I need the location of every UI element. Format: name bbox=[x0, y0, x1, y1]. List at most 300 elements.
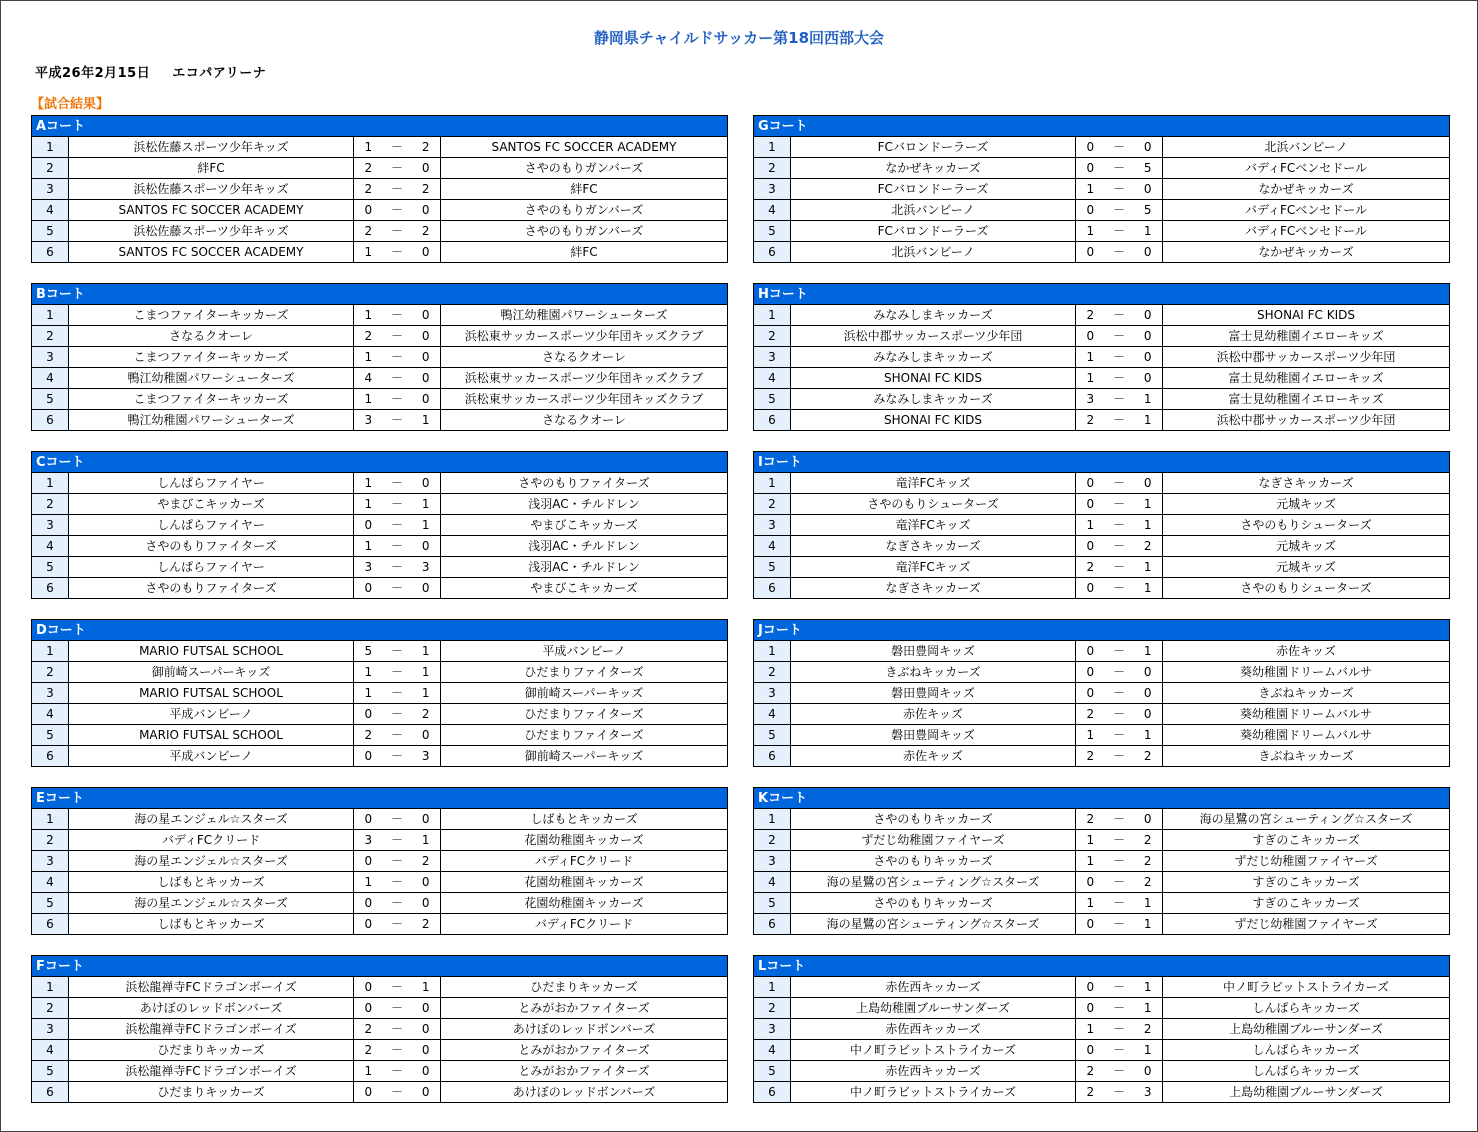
match-score bbox=[354, 851, 441, 871]
score-dash: － bbox=[391, 1001, 404, 1015]
team2-name: 葵幼稚園ドリームバルサ bbox=[1239, 707, 1372, 721]
team1-name: 海の星鷺の宮シューティング☆スターズ bbox=[791, 914, 1076, 934]
team2-name: 浅羽AC・チルドレン bbox=[528, 497, 640, 511]
score-team1: 2 bbox=[1086, 707, 1095, 721]
match-score bbox=[1076, 221, 1163, 241]
team2-name: さやのもりシューターズ bbox=[1240, 581, 1372, 595]
score-dash: － bbox=[1113, 161, 1126, 175]
score-dash: － bbox=[1113, 644, 1126, 658]
match-score bbox=[1076, 158, 1163, 178]
match-score bbox=[354, 410, 441, 430]
table-row bbox=[32, 388, 727, 409]
match-score bbox=[354, 137, 441, 157]
score-team2: 0 bbox=[421, 1085, 430, 1099]
score-team2: 0 bbox=[421, 371, 430, 385]
team1-name: みなみしまキッカーズ bbox=[791, 305, 1076, 325]
score-team1: 2 bbox=[364, 182, 373, 196]
match-score bbox=[1076, 851, 1163, 871]
score-team1: 2 bbox=[1086, 1064, 1095, 1078]
table-row bbox=[32, 1060, 727, 1081]
team1-name: しんぱらファイヤー bbox=[69, 557, 354, 577]
match-score bbox=[1076, 536, 1163, 556]
score-dash: － bbox=[1113, 1043, 1126, 1057]
team2-name: バディFCベンセドール bbox=[1244, 224, 1368, 238]
court-table bbox=[753, 619, 1450, 767]
score-team2: 0 bbox=[421, 728, 430, 742]
score-dash: － bbox=[1113, 1064, 1126, 1078]
score-team2: 1 bbox=[421, 644, 430, 658]
match-score bbox=[354, 494, 441, 514]
court-header: Eコート bbox=[32, 788, 727, 809]
match-number: 5 bbox=[754, 893, 791, 913]
match-score bbox=[1076, 893, 1163, 913]
score-dash: － bbox=[391, 518, 404, 532]
score-team1: 1 bbox=[364, 497, 373, 511]
score-team2: 1 bbox=[1143, 518, 1152, 532]
score-team1: 1 bbox=[1086, 896, 1095, 910]
team1-name: 中ノ町ラビットストライカーズ bbox=[791, 1082, 1076, 1102]
team2-name: 葵幼稚園ドリームバルサ bbox=[1239, 728, 1372, 742]
score-team2: 5 bbox=[1143, 161, 1152, 175]
team1-name: ひだまりキッカーズ bbox=[69, 1040, 354, 1060]
match-score bbox=[1076, 1019, 1163, 1039]
table-row bbox=[754, 199, 1449, 220]
team1-name: しばもとキッカーズ bbox=[69, 914, 354, 934]
team2-name: 鴨江幼稚園パワーシューターズ bbox=[500, 308, 668, 322]
score-team1: 0 bbox=[364, 980, 373, 994]
score-team2: 0 bbox=[421, 812, 430, 826]
score-team1: 2 bbox=[1086, 413, 1095, 427]
match-score bbox=[1076, 725, 1163, 745]
team2-name: 浜松東サッカースポーツ少年団キッズクラブ bbox=[464, 392, 704, 406]
table-row bbox=[32, 178, 727, 199]
team2-name: 浜松東サッカースポーツ少年団キッズクラブ bbox=[464, 371, 704, 385]
team2-name: 上島幼稚園ブルーサンダーズ bbox=[1229, 1022, 1383, 1036]
match-number: 5 bbox=[32, 1061, 69, 1081]
court-header: Bコート bbox=[32, 284, 727, 305]
table-row bbox=[754, 409, 1449, 430]
score-team1: 2 bbox=[1086, 560, 1095, 574]
score-team1: 0 bbox=[1086, 539, 1095, 553]
score-dash: － bbox=[1113, 1085, 1126, 1099]
team2-name: ひだまりキッカーズ bbox=[530, 980, 638, 994]
table-row bbox=[754, 682, 1449, 703]
match-number: 5 bbox=[32, 389, 69, 409]
table-row bbox=[32, 199, 727, 220]
score-team2: 0 bbox=[1143, 350, 1152, 364]
match-number: 3 bbox=[754, 851, 791, 871]
score-team2: 1 bbox=[1143, 392, 1152, 406]
score-dash: － bbox=[1113, 875, 1126, 889]
match-number: 4 bbox=[754, 200, 791, 220]
team1-name: みなみしまキッカーズ bbox=[791, 347, 1076, 367]
court-table bbox=[31, 283, 728, 431]
match-score bbox=[1076, 578, 1163, 598]
score-dash: － bbox=[1113, 203, 1126, 217]
court-table bbox=[31, 115, 728, 263]
team2-name: しばもとキッカーズ bbox=[530, 812, 638, 826]
team2-name: とみがおかファイターズ bbox=[518, 1064, 650, 1078]
table-row bbox=[32, 514, 727, 535]
court-header: Kコート bbox=[754, 788, 1449, 809]
table-row bbox=[32, 829, 727, 850]
score-team2: 1 bbox=[421, 833, 430, 847]
score-team1: 0 bbox=[1086, 581, 1095, 595]
match-score bbox=[354, 914, 441, 934]
match-number: 4 bbox=[32, 536, 69, 556]
team1-name: さやのもりシューターズ bbox=[791, 494, 1076, 514]
team1-name: 平成バンビーノ bbox=[69, 704, 354, 724]
match-number: 2 bbox=[754, 158, 791, 178]
table-row bbox=[32, 241, 727, 262]
court-header: Aコート bbox=[32, 116, 727, 137]
match-number: 6 bbox=[754, 410, 791, 430]
team1-name: 鴨江幼稚園パワーシューターズ bbox=[69, 410, 354, 430]
score-team2: 1 bbox=[1143, 224, 1152, 238]
team1-name: 磐田豊岡キッズ bbox=[791, 641, 1076, 661]
score-team1: 2 bbox=[1086, 308, 1095, 322]
court-table bbox=[753, 283, 1450, 431]
match-number: 1 bbox=[754, 305, 791, 325]
match-score bbox=[1076, 410, 1163, 430]
team2-name: ずだじ幼稚園ファイヤーズ bbox=[1234, 917, 1378, 931]
match-score bbox=[354, 536, 441, 556]
score-team1: 0 bbox=[364, 707, 373, 721]
table-row bbox=[754, 556, 1449, 577]
team2-name: なぎさキッカーズ bbox=[1258, 476, 1354, 490]
team1-name: SHONAI FC KIDS bbox=[791, 410, 1076, 430]
score-dash: － bbox=[1113, 371, 1126, 385]
match-score bbox=[354, 326, 441, 346]
table-row bbox=[32, 703, 727, 724]
table-row bbox=[32, 641, 727, 661]
team2-name: 花園幼稚園キッカーズ bbox=[524, 833, 644, 847]
table-row bbox=[32, 473, 727, 493]
score-team1: 0 bbox=[364, 1085, 373, 1099]
table-row bbox=[754, 892, 1449, 913]
score-team2: 2 bbox=[1143, 1022, 1152, 1036]
table-row bbox=[32, 724, 727, 745]
match-number: 3 bbox=[32, 515, 69, 535]
court-table bbox=[753, 451, 1450, 599]
score-dash: － bbox=[391, 728, 404, 742]
score-team1: 4 bbox=[364, 371, 373, 385]
team1-name: 浜松佐藤スポーツ少年キッズ bbox=[69, 221, 354, 241]
score-dash: － bbox=[1113, 707, 1126, 721]
team2-name: 絆FC bbox=[570, 182, 598, 196]
score-team1: 0 bbox=[1086, 875, 1095, 889]
team1-name: 海の星エンジェル☆スターズ bbox=[69, 809, 354, 829]
match-number: 4 bbox=[754, 704, 791, 724]
score-team2: 0 bbox=[1143, 707, 1152, 721]
score-team2: 1 bbox=[421, 518, 430, 532]
team1-name: しばもとキッカーズ bbox=[69, 872, 354, 892]
score-team2: 0 bbox=[1143, 329, 1152, 343]
table-row bbox=[754, 1018, 1449, 1039]
match-score bbox=[1076, 977, 1163, 997]
score-team1: 1 bbox=[1086, 833, 1095, 847]
table-row bbox=[754, 241, 1449, 262]
match-number: 2 bbox=[32, 998, 69, 1018]
score-dash: － bbox=[391, 224, 404, 238]
score-team1: 3 bbox=[364, 833, 373, 847]
score-dash: － bbox=[391, 371, 404, 385]
match-number: 2 bbox=[754, 998, 791, 1018]
match-score bbox=[1076, 641, 1163, 661]
team2-name: あけぼのレッドボンバーズ bbox=[512, 1022, 656, 1036]
match-score bbox=[1076, 242, 1163, 262]
match-score bbox=[354, 1019, 441, 1039]
score-dash: － bbox=[1113, 728, 1126, 742]
score-team2: 2 bbox=[1143, 833, 1152, 847]
match-number: 6 bbox=[32, 410, 69, 430]
match-score bbox=[1076, 179, 1163, 199]
score-team1: 1 bbox=[1086, 350, 1095, 364]
match-number: 5 bbox=[754, 221, 791, 241]
score-team1: 1 bbox=[364, 476, 373, 490]
score-team2: 0 bbox=[421, 1022, 430, 1036]
team2-name: 花園幼稚園キッカーズ bbox=[524, 896, 644, 910]
match-score bbox=[1076, 389, 1163, 409]
team1-name: 磐田豊岡キッズ bbox=[791, 725, 1076, 745]
score-dash: － bbox=[1113, 749, 1126, 763]
table-row bbox=[32, 913, 727, 934]
table-row bbox=[754, 997, 1449, 1018]
score-team1: 0 bbox=[1086, 980, 1095, 994]
score-dash: － bbox=[391, 245, 404, 259]
team2-name: 富士見幼稚園イエローキッズ bbox=[1228, 392, 1384, 406]
score-team2: 0 bbox=[421, 329, 430, 343]
score-dash: － bbox=[391, 329, 404, 343]
team1-name: 浜松佐藤スポーツ少年キッズ bbox=[69, 179, 354, 199]
score-team1: 0 bbox=[1086, 644, 1095, 658]
score-dash: － bbox=[1113, 560, 1126, 574]
court-header: Cコート bbox=[32, 452, 727, 473]
team1-name: 浜松中郡サッカースポーツ少年団 bbox=[791, 326, 1076, 346]
team2-name: 御前崎スーパーキッズ bbox=[524, 749, 644, 763]
team2-name: SHONAI FC KIDS bbox=[1257, 308, 1355, 322]
score-dash: － bbox=[1113, 980, 1126, 994]
match-number: 2 bbox=[754, 326, 791, 346]
team1-name: あけぼのレッドボンバーズ bbox=[69, 998, 354, 1018]
score-team1: 1 bbox=[364, 1064, 373, 1078]
team2-name: 葵幼稚園ドリームバルサ bbox=[1239, 665, 1372, 679]
score-team2: 0 bbox=[421, 308, 430, 322]
match-number: 6 bbox=[32, 914, 69, 934]
score-team2: 0 bbox=[421, 1001, 430, 1015]
team1-name: みなみしまキッカーズ bbox=[791, 389, 1076, 409]
score-dash: － bbox=[391, 182, 404, 196]
team2-name: さやのもりガンバーズ bbox=[524, 224, 644, 238]
team1-name: こまつファイターキッカーズ bbox=[69, 389, 354, 409]
score-team2: 2 bbox=[421, 224, 430, 238]
match-score bbox=[354, 557, 441, 577]
page-title: 静岡県チャイルドサッカー第18回西部大会 bbox=[593, 29, 885, 47]
score-team2: 1 bbox=[1143, 413, 1152, 427]
team1-name: 北浜バンビーノ bbox=[791, 200, 1076, 220]
team2-name: あけぼのレッドボンバーズ bbox=[512, 1085, 656, 1099]
score-team1: 2 bbox=[364, 728, 373, 742]
score-team2: 0 bbox=[421, 392, 430, 406]
match-number: 2 bbox=[754, 494, 791, 514]
team2-name: すぎのこキッカーズ bbox=[1252, 875, 1360, 889]
team2-name: 富士見幼稚園イエローキッズ bbox=[1228, 329, 1384, 343]
match-number: 5 bbox=[754, 557, 791, 577]
match-score bbox=[1076, 830, 1163, 850]
score-dash: － bbox=[391, 1022, 404, 1036]
score-team2: 3 bbox=[421, 560, 430, 574]
team2-name: さなるクオーレ bbox=[542, 413, 626, 427]
match-number: 1 bbox=[754, 137, 791, 157]
score-team1: 0 bbox=[364, 854, 373, 868]
court-table bbox=[753, 787, 1450, 935]
score-dash: － bbox=[1113, 308, 1126, 322]
match-number: 6 bbox=[754, 914, 791, 934]
score-team2: 0 bbox=[421, 245, 430, 259]
team1-name: 赤佐西キッカーズ bbox=[791, 977, 1076, 997]
score-team1: 5 bbox=[364, 644, 373, 658]
score-dash: － bbox=[391, 392, 404, 406]
match-score bbox=[354, 305, 441, 325]
score-dash: － bbox=[1113, 245, 1126, 259]
team2-name: やまびこキッカーズ bbox=[530, 518, 638, 532]
table-row bbox=[754, 325, 1449, 346]
team1-name: 浜松佐藤スポーツ少年キッズ bbox=[69, 137, 354, 157]
score-dash: － bbox=[1113, 224, 1126, 238]
match-score bbox=[354, 473, 441, 493]
match-number: 6 bbox=[32, 578, 69, 598]
match-number: 5 bbox=[32, 893, 69, 913]
team2-name: とみがおかファイターズ bbox=[518, 1043, 650, 1057]
team2-name: きぶねキッカーズ bbox=[1258, 686, 1354, 700]
score-team1: 0 bbox=[364, 917, 373, 931]
table-row bbox=[32, 409, 727, 430]
match-number: 1 bbox=[32, 809, 69, 829]
match-score bbox=[1076, 137, 1163, 157]
score-team1: 2 bbox=[364, 329, 373, 343]
match-score bbox=[1076, 746, 1163, 766]
table-row bbox=[32, 220, 727, 241]
score-team1: 2 bbox=[364, 1043, 373, 1057]
score-team1: 0 bbox=[364, 896, 373, 910]
table-row bbox=[32, 745, 727, 766]
score-team2: 0 bbox=[421, 161, 430, 175]
score-team2: 2 bbox=[421, 182, 430, 196]
match-score bbox=[1076, 347, 1163, 367]
score-team2: 0 bbox=[1143, 371, 1152, 385]
score-team2: 1 bbox=[1143, 917, 1152, 931]
team1-name: きぶねキッカーズ bbox=[791, 662, 1076, 682]
score-dash: － bbox=[1113, 1022, 1126, 1036]
table-row bbox=[754, 641, 1449, 661]
score-team1: 1 bbox=[364, 308, 373, 322]
score-dash: － bbox=[1113, 833, 1126, 847]
score-team2: 2 bbox=[421, 854, 430, 868]
score-team1: 1 bbox=[364, 140, 373, 154]
match-number: 5 bbox=[32, 221, 69, 241]
score-team1: 1 bbox=[1086, 518, 1095, 532]
table-row bbox=[754, 724, 1449, 745]
team2-name: 中ノ町ラビットストライカーズ bbox=[1222, 980, 1390, 994]
score-dash: － bbox=[391, 812, 404, 826]
score-dash: － bbox=[1113, 539, 1126, 553]
table-row bbox=[32, 682, 727, 703]
court-table bbox=[31, 619, 728, 767]
match-number: 5 bbox=[754, 1061, 791, 1081]
score-team2: 0 bbox=[1143, 140, 1152, 154]
team2-name: すぎのこキッカーズ bbox=[1252, 833, 1360, 847]
match-score bbox=[1076, 557, 1163, 577]
score-team2: 2 bbox=[421, 707, 430, 721]
team1-name: 上島幼稚園ブルーサンダーズ bbox=[791, 998, 1076, 1018]
team2-name: しんぱらキッカーズ bbox=[1252, 1001, 1360, 1015]
match-score bbox=[354, 158, 441, 178]
match-number: 2 bbox=[754, 662, 791, 682]
team1-name: 赤佐西キッカーズ bbox=[791, 1019, 1076, 1039]
match-score bbox=[1076, 809, 1163, 829]
match-score bbox=[354, 704, 441, 724]
match-number: 1 bbox=[754, 809, 791, 829]
court-table bbox=[753, 955, 1450, 1103]
score-team2: 1 bbox=[421, 665, 430, 679]
team1-name: こまつファイターキッカーズ bbox=[69, 347, 354, 367]
match-score bbox=[1076, 704, 1163, 724]
team1-name: しんぱらファイヤー bbox=[69, 515, 354, 535]
match-number: 2 bbox=[32, 326, 69, 346]
score-team1: 1 bbox=[364, 245, 373, 259]
team2-name: さやのもりファイターズ bbox=[518, 476, 650, 490]
score-team2: 1 bbox=[1143, 497, 1152, 511]
score-dash: － bbox=[391, 644, 404, 658]
table-row bbox=[754, 305, 1449, 325]
court-header: Jコート bbox=[754, 620, 1449, 641]
match-score bbox=[354, 662, 441, 682]
score-dash: － bbox=[1113, 392, 1126, 406]
team1-name: 北浜バンビーノ bbox=[791, 242, 1076, 262]
score-team2: 0 bbox=[1143, 1064, 1152, 1078]
score-dash: － bbox=[391, 581, 404, 595]
table-row bbox=[754, 577, 1449, 598]
score-dash: － bbox=[1113, 854, 1126, 868]
table-row bbox=[754, 871, 1449, 892]
score-team1: 1 bbox=[364, 392, 373, 406]
match-number: 1 bbox=[32, 137, 69, 157]
score-team2: 0 bbox=[1143, 665, 1152, 679]
team1-name: SANTOS FC SOCCER ACADEMY bbox=[69, 242, 354, 262]
team2-name: とみがおかファイターズ bbox=[518, 1001, 650, 1015]
team2-name: さなるクオーレ bbox=[542, 350, 626, 364]
match-score bbox=[354, 725, 441, 745]
team2-name: 浅羽AC・チルドレン bbox=[528, 560, 640, 574]
match-score bbox=[354, 200, 441, 220]
team2-name: さやのもりシューターズ bbox=[1240, 518, 1372, 532]
team2-name: なかぜキッカーズ bbox=[1258, 182, 1354, 196]
score-team1: 1 bbox=[364, 665, 373, 679]
team2-name: 上島幼稚園ブルーサンダーズ bbox=[1229, 1085, 1383, 1099]
match-score bbox=[354, 389, 441, 409]
score-dash: － bbox=[391, 539, 404, 553]
score-dash: － bbox=[391, 1064, 404, 1078]
score-dash: － bbox=[391, 560, 404, 574]
score-dash: － bbox=[1113, 497, 1126, 511]
team2-name: 元城キッズ bbox=[1276, 560, 1336, 574]
match-number: 5 bbox=[754, 389, 791, 409]
score-team1: 0 bbox=[1086, 329, 1095, 343]
match-number: 4 bbox=[32, 1040, 69, 1060]
score-dash: － bbox=[1113, 140, 1126, 154]
match-number: 4 bbox=[754, 872, 791, 892]
score-team2: 2 bbox=[1143, 749, 1152, 763]
